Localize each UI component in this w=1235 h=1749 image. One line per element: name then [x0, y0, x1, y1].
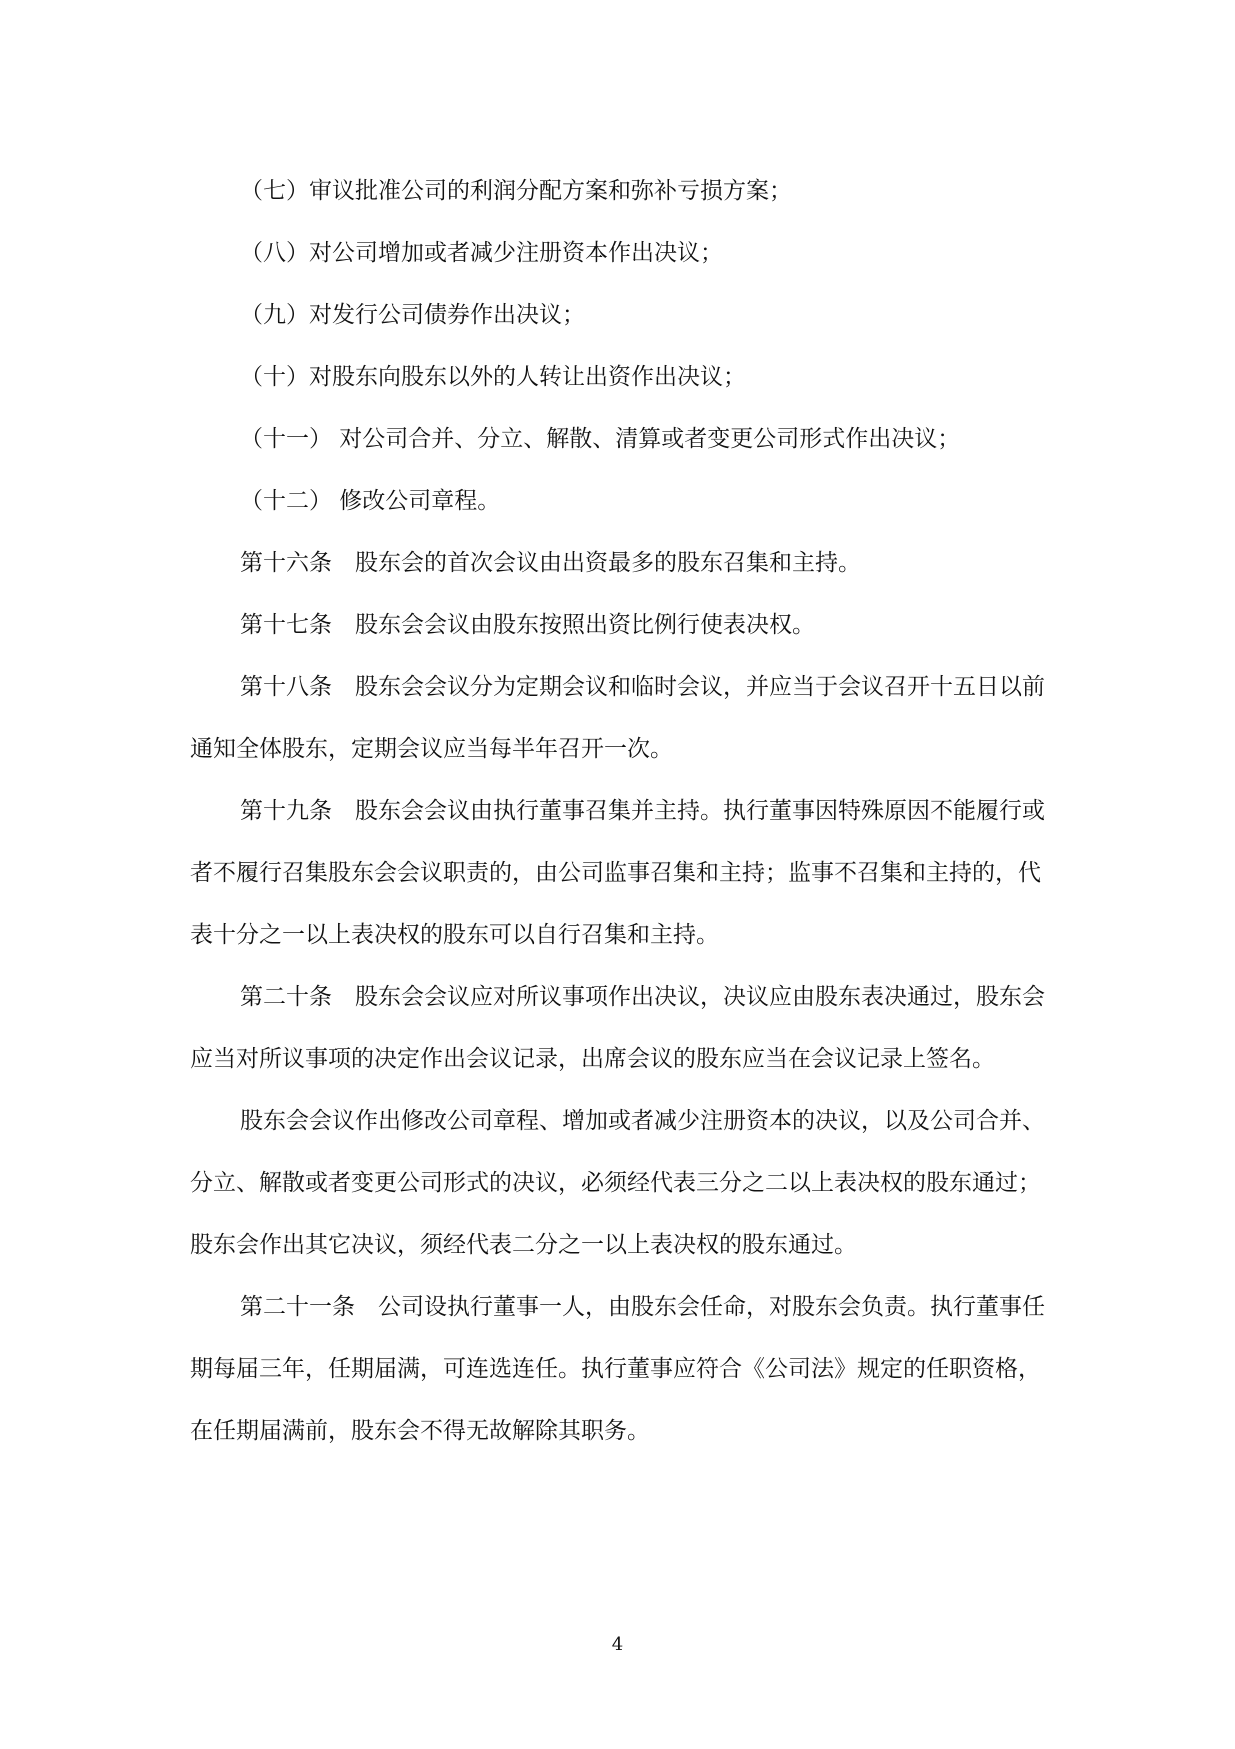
article-18: 第十八条 股东会会议分为定期会议和临时会议，并应当于会议召开十五日以前通知全体股东，定期会议应当每半年召开一次。 — [190, 674, 1045, 762]
page-number: 4 — [611, 1634, 624, 1655]
article-16: 第十六条 股东会的首次会议由出资最多的股东召集和主持。 — [240, 550, 861, 576]
clause-12: （十二） 修改公司章程。 — [240, 488, 501, 514]
clause-11: （十一） 对公司合并、分立、解散、清算或者变更公司形式作出决议； — [240, 426, 961, 452]
clause-9: （九）对发行公司债券作出决议； — [240, 302, 585, 328]
article-17: 第十七条 股东会会议由股东按照出资比例行使表决权。 — [240, 612, 815, 638]
clause-10: （十）对股东向股东以外的人转让出资作出决议； — [240, 364, 746, 390]
clause-8: （八）对公司增加或者减少注册资本作出决议； — [240, 240, 723, 266]
document-body — [190, 160, 1050, 1462]
article-20-continued: 股东会会议作出修改公司章程、增加或者减少注册资本的决议，以及公司合并、分立、解散或者变更公司形式的决议，必须经代表三分之二以上表决权的股东通过；股东会作出其它决议，须经代表二分之一以上表决权的股东通过。 — [190, 1108, 1045, 1258]
article-21: 第二十一条 公司设执行董事一人，由股东会任命，对股东会负责。执行董事任期每届三年，任期届满，可连选连任。执行董事应符合《公司法》规定的任职资格，在任期届满前，股东会不得无故解除其职务。 — [190, 1294, 1045, 1444]
article-20: 第二十条 股东会会议应对所议事项作出决议，决议应由股东表决通过，股东会应当对所议事项的决定作出会议记录，出席会议的股东应当在会议记录上签名。 — [190, 984, 1045, 1072]
clause-7: （七）审议批准公司的利润分配方案和弥补亏损方案； — [240, 178, 792, 204]
article-19: 第十九条 股东会会议由执行董事召集并主持。执行董事因特殊原因不能履行或者不履行召集股东会会议职责的，由公司监事召集和主持；监事不召集和主持的，代表十分之一以上表决权的股东可以自行召集和主持。 — [190, 798, 1045, 948]
